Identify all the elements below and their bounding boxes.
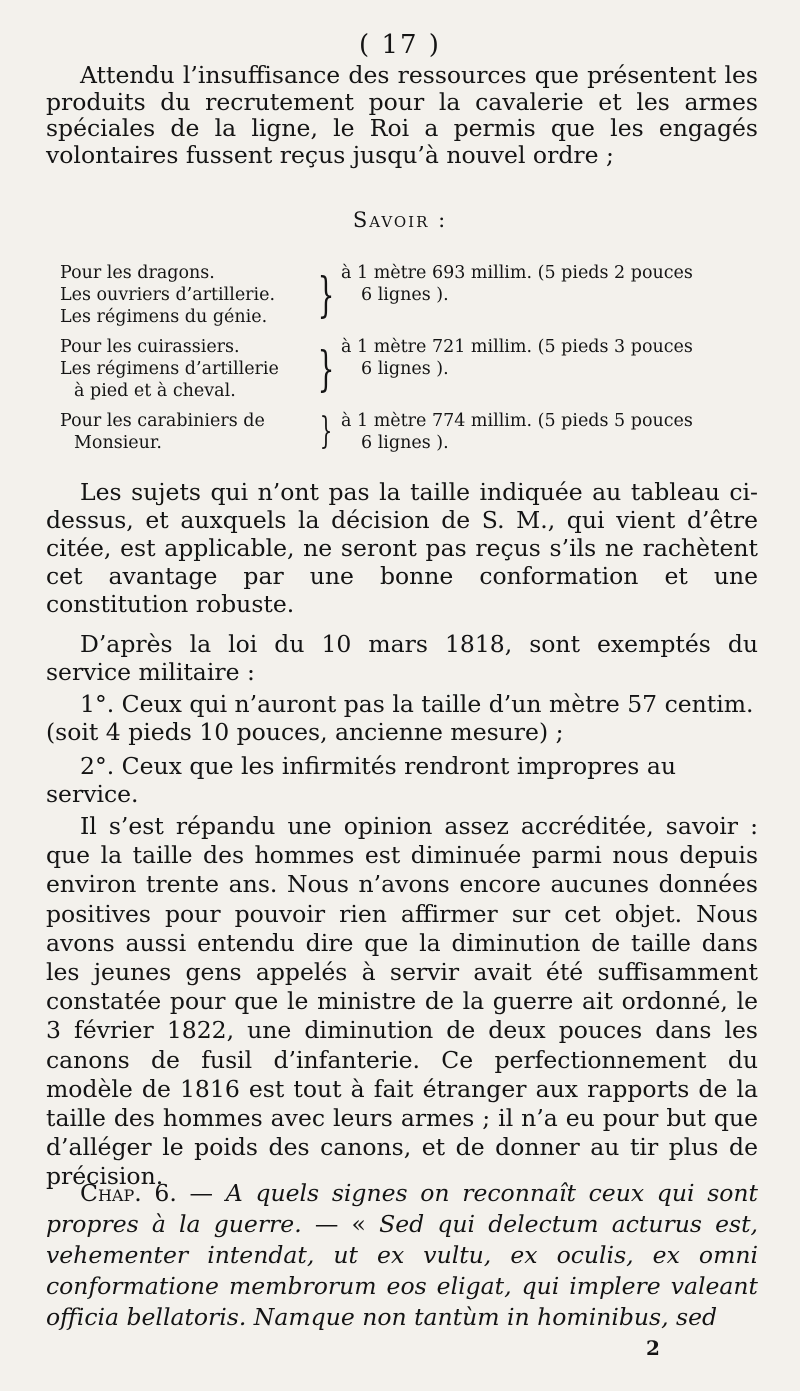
- list-item: 1°. Ceux qui n’auront pas la taille d’un mètre 57 centim. (soit 4 pieds 10 pouces, ancienne mesure) ;: [46, 690, 754, 746]
- table-left-line: Pour les cuirassiers.: [60, 337, 240, 357]
- height-table: [60, 262, 760, 460]
- table-row: [60, 410, 760, 454]
- latin-quote: Sed qui delectum acturus est, vehementer intendat, ut ex vultu, ex oculis, ex omni conformatione membrorum eos eligat, qui implere valeant officia bellatoris. Namque non tantùm in hominibus, sed: [46, 1210, 758, 1331]
- intro-paragraph: Attendu l’insuffisance des ressources que présentent les produits du recrutement pour la cavalerie et les armes spéciales de la ligne, le Roi a permis que les engagés volontaires fussent reçus jusqu’à nouvel ordre ;: [46, 61, 758, 169]
- table-left-line: Monsieur.: [74, 433, 162, 453]
- table-right-line: 6 lignes ).: [361, 285, 449, 305]
- table-left-line: Les ouvriers d’artillerie.: [60, 285, 276, 305]
- table-right-line: à 1 mètre 721 millim. (5 pieds 3 pouces: [341, 337, 693, 357]
- brace-glyph: }: [317, 267, 335, 323]
- list-item: 2°. Ceux que les infirmités rendront impropres au service.: [46, 752, 676, 808]
- para-opinion: Il s’est répandu une opinion assez accréditée, savoir : que la taille des hommes est diminuée parmi nous depuis environ trente ans. Nous n’avons encore aucunes données positives pour pouvoir rien affirmer sur cet objet. Nous avons aussi entendu dire que la diminution de taille dans les jeunes gens appelés à servir avait été suffisamment constatée pour que le ministre de la guerre ait ordonné, le 3 février 1822, une diminution de deux pouces dans les canons de fusil d’infanterie. Ce perfectionnement du modèle de 1816 est tout à fait étranger aux rapports de la taille des hommes avec leurs armes ; il n’a eu pour but que d’alléger le poids des canons, et de donner au tir plus de précision.: [46, 812, 758, 1191]
- table-left-line: à pied et à cheval.: [74, 381, 236, 401]
- signature-mark: 2: [646, 1336, 660, 1360]
- page-number: ( 17 ): [359, 30, 441, 60]
- table-left-line: Les régimens du génie.: [60, 307, 268, 327]
- chapter-title: A quels signes on reconnaît ceux qui sont propres à la guerre.: [46, 1179, 758, 1238]
- table-right-line: à 1 mètre 774 millim. (5 pieds 5 pouces: [341, 411, 693, 431]
- savoir-heading: Savoir :: [352, 208, 448, 232]
- para-sujets: Les sujets qui n’ont pas la taille indiquée au tableau ci-dessus, et auxquels la décision de S. M., qui vient d’être citée, est applicable, ne seront pas reçus s’ils ne rachètent cet avantage par une bonne conformation et une constitution robuste.: [46, 478, 758, 618]
- table-left-line: Pour les carabiniers de: [60, 411, 265, 431]
- para-loi: D’après la loi du 10 mars 1818, sont exemptés du service militaire :: [46, 630, 758, 686]
- table-right-line: 6 lignes ).: [361, 359, 449, 379]
- brace-glyph: }: [319, 411, 333, 452]
- chapter-paragraph: [46, 1178, 758, 1333]
- table-right-line: 6 lignes ).: [361, 433, 449, 453]
- table-left-line: Les régimens d’artillerie: [60, 359, 279, 379]
- chapter-label: Chap. 6. —: [80, 1179, 214, 1207]
- table-left-line: Pour les dragons.: [60, 263, 215, 283]
- table-row: [60, 262, 760, 328]
- brace-glyph: }: [317, 341, 335, 397]
- table-right-line: à 1 mètre 693 millim. (5 pieds 2 pouces: [341, 263, 693, 283]
- table-row: [60, 336, 760, 402]
- chapter-dash: — «: [301, 1210, 380, 1238]
